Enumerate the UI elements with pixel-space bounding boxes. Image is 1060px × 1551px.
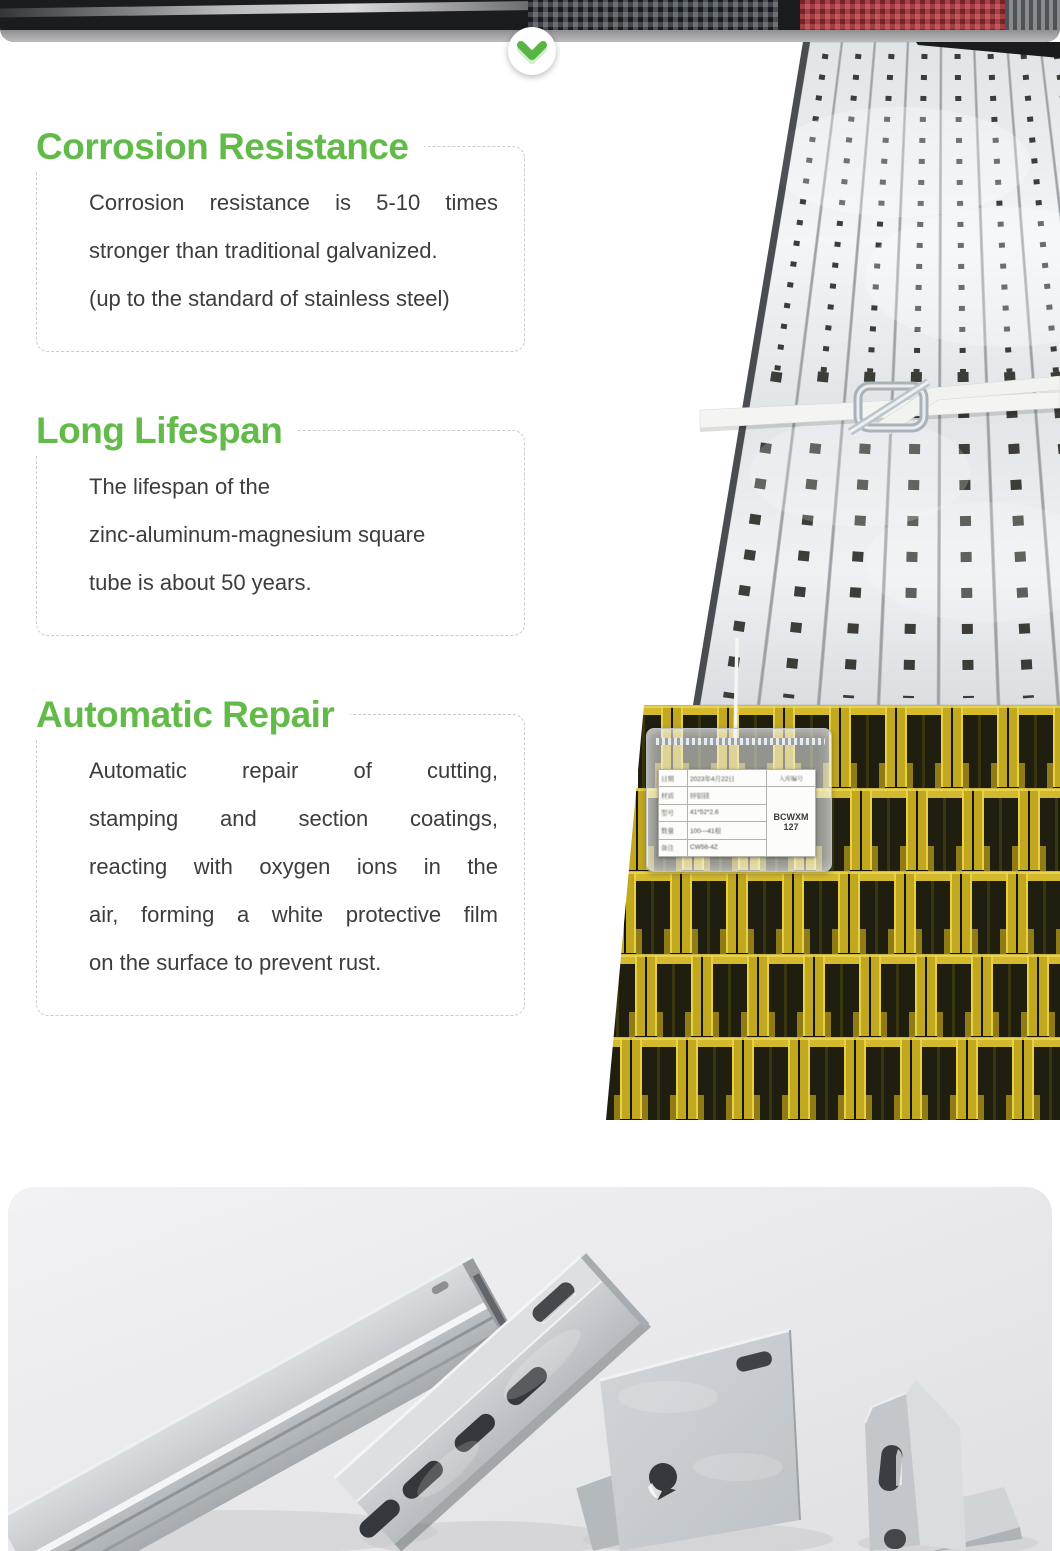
tag-row-label: 备注 bbox=[659, 839, 688, 856]
tag-row-label: 材质 bbox=[659, 787, 688, 804]
bundle-tag-label bbox=[658, 769, 816, 857]
section-text-box bbox=[36, 714, 525, 1016]
section-text-line: stronger than traditional galvanized. bbox=[89, 238, 438, 263]
tag-right-header: 入库编号 bbox=[767, 770, 816, 787]
section-text-box bbox=[36, 146, 525, 352]
tag-row-value: 2023年4月22日 bbox=[688, 770, 767, 787]
section-title: Corrosion Resistance bbox=[36, 126, 424, 170]
feature-sections bbox=[36, 126, 525, 1016]
tag-table bbox=[658, 769, 816, 857]
strut-bundle-graphic bbox=[560, 42, 1060, 1122]
strut-channel-bundle-photo bbox=[560, 42, 1060, 1122]
section-text-line: reacting with oxygen ions in the bbox=[89, 854, 498, 879]
bundle-tag-pouch bbox=[646, 728, 832, 872]
section-text-line: Corrosion resistance is 5-10 times bbox=[89, 190, 498, 215]
pouch-zipper bbox=[653, 738, 825, 745]
section-text-line: on the surface to prevent rust. bbox=[89, 950, 382, 975]
tag-row-value: 41*52*2.6 bbox=[688, 804, 767, 821]
scroll-down-button[interactable] bbox=[508, 27, 556, 75]
tag-row-value: 100—41根 bbox=[688, 822, 767, 839]
section-text-line: The lifespan of the bbox=[89, 474, 271, 499]
section-text-line: stamping and section coatings, bbox=[89, 806, 498, 831]
tube-bundle-dark-decor bbox=[528, 0, 778, 32]
cable-tie bbox=[735, 638, 737, 742]
u-bracket bbox=[865, 1380, 1022, 1551]
section-text-line: zinc-aluminum-magnesium square bbox=[89, 522, 426, 547]
section-text-line: air, forming a white protective film bbox=[89, 902, 498, 927]
tag-code-cell bbox=[767, 787, 816, 857]
tag-row-value: 锌铝镁 bbox=[688, 787, 767, 804]
section-title: Long Lifespan bbox=[36, 410, 298, 454]
tag-row-label: 数量 bbox=[659, 822, 688, 839]
tag-row-label: 日期 bbox=[659, 770, 688, 787]
tag-code: BCWXM bbox=[773, 811, 809, 822]
u-bracket-bottom-hole bbox=[884, 1529, 906, 1549]
section-text-line: tube is about 50 years. bbox=[89, 570, 312, 595]
accessories-graphic bbox=[8, 1187, 1052, 1551]
chevron-down-icon bbox=[508, 27, 556, 75]
section-automatic-repair bbox=[36, 694, 525, 1016]
section-text-line: Automatic repair of cutting, bbox=[89, 758, 498, 783]
section-long-lifespan bbox=[36, 410, 525, 636]
section-corrosion-resistance bbox=[36, 126, 525, 352]
tag-row-value: CW56-4Z bbox=[688, 839, 767, 856]
section-text-box bbox=[36, 430, 525, 636]
tag-row-label: 型号 bbox=[659, 804, 688, 821]
accessories-studio-photo bbox=[8, 1187, 1052, 1551]
section-title: Automatic Repair bbox=[36, 694, 350, 738]
tube-bundle-gray-decor bbox=[1005, 0, 1060, 34]
tube-bundle-red-decor bbox=[800, 0, 1005, 34]
section-text-line: (up to the standard of stainless steel) bbox=[89, 286, 450, 311]
tag-code-number: 127 bbox=[783, 821, 799, 832]
